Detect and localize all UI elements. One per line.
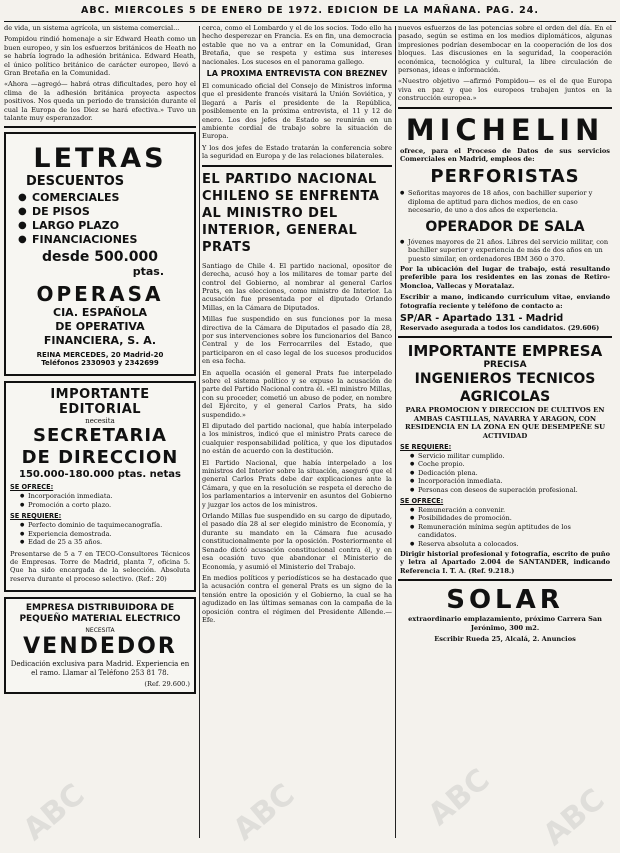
requirements-list bbox=[400, 238, 610, 263]
ad-list bbox=[16, 191, 184, 247]
list-item: ● Señoritas mayores de 18 años, con bachiller superior y diploma de aptitud para dichos medios, de en caso necesario, de uno a dos años de experiencia. bbox=[400, 189, 610, 214]
page-header: ABC. MIERCOLES 5 DE ENERO DE 1972. EDICION DE LA MAÑANA. PAG. 24. bbox=[81, 5, 539, 16]
article-text: El diputado del partido nacional, que había interpelado a los ministros, indicó que el ministro Prats carece de cualquier responsabilidad política, y que los diputados no están de acuerdo con la destitución. bbox=[202, 422, 392, 456]
ad-salary: 150.000-180.000 ptas. netas bbox=[18, 469, 182, 481]
ad-contact: Escribir Rueda 25, Alcalá, 2. Anuncios bbox=[434, 635, 576, 644]
ad-position: DE DIRECCION bbox=[21, 447, 179, 469]
ad-title: LETRAS bbox=[33, 143, 167, 175]
list-item: ● Remuneración mínima según aptitudes de los candidatos. bbox=[410, 523, 610, 540]
ad-needs: NECESITA bbox=[85, 627, 115, 635]
column-left bbox=[4, 24, 196, 699]
article-text: En medios políticos y periodísticos se ha destacado que la acusación contra el general Prats es un signo de la tensión entre la oposición y el Gobierno, la cual se ha agudizado en las últimas semanas con la campaña de la oposición contra el régimen del Presidente Allende.—Efe. bbox=[202, 573, 392, 624]
ad-title: IMPORTANTE EMPRESA bbox=[407, 342, 603, 361]
ad-title: IMPORTANTE EDITORIAL bbox=[50, 387, 150, 418]
article-text: Y los dos jefes de Estado tratarán la conferencia sobre la seguridad en Europa y de las relaciones bilaterales. bbox=[202, 143, 392, 161]
watermark: ABC bbox=[536, 782, 612, 853]
ad-position: INGENIEROS TECNICOS bbox=[414, 371, 596, 388]
requirements-list bbox=[20, 521, 190, 546]
article-text: de vida, un sistema agrícola, un sistema comercial... bbox=[4, 24, 180, 32]
section-rule bbox=[398, 336, 612, 338]
list-item: ● Jóvenes mayores de 21 años. Libres del servicio militar, con bachiller superior y experiencia de más de dos años en un puesto similar, en ordenadores IBM 360 o 370. bbox=[400, 238, 610, 263]
ad-solar bbox=[398, 585, 612, 643]
list-item: ● Reserva absoluta a colocados. bbox=[410, 540, 610, 548]
list-item: ● Posibilidades de promoción. bbox=[410, 514, 610, 522]
ad-title: PEQUEÑO MATERIAL ELECTRICO bbox=[19, 614, 181, 625]
list-item: ● Coche propio. bbox=[410, 460, 610, 468]
ad-company: FINANCIERA, S. A. bbox=[43, 334, 157, 348]
article-text: «Ahora —agregó— habrá otras dificultades, pero hoy el clima de la adhesión británica proyecta aspectos positivos. Nos queda un periodo de transición durante el cual la Europa de los Diez se hará efectiva.» Tuvo un talante muy esperanzador. bbox=[4, 80, 196, 123]
offer-list bbox=[410, 506, 610, 548]
ad-position: VENDEDOR bbox=[23, 634, 177, 660]
ad-company: CIA. ESPAÑOLA bbox=[53, 306, 147, 320]
ad-subtitle: DESCUENTOS bbox=[26, 174, 125, 190]
list-item: ● Incorporación inmediata. bbox=[410, 477, 610, 485]
ad-title: EMPRESA DISTRIBUIDORA DE bbox=[25, 603, 175, 614]
list-item: ● Dedicación plena. bbox=[410, 469, 610, 477]
article-text: nuevos esfuerzos de las potencias sobre el orden del día. En el pasado, según se estima en los medios diplomáticos, algunas impresiones podrían desembocar en la cooperación de los dos bloques. Las discusiones en la seguridad, la cooperación económica, tecnológica y cultural, la libre circulación de personas, ideas e información. bbox=[398, 24, 612, 75]
article-text: «Nuestro objetivo —afirmó Pompidou— es el de que Europa viva en paz y que los europeos trabajen juntos en la construcción europea.» bbox=[398, 77, 612, 103]
requirements-list bbox=[410, 452, 610, 494]
ad-note: Por la ubicación del lugar de trabajo, está resultando preferible para los residentes en las zonas de Retiro-Moncloa, Vallecas y Moratalaz. bbox=[400, 264, 610, 290]
article-text: Orlando Millas fue suspendido en su cargo de diputado, el pasado día 28 al ser elegido ministro de Economía, y durante su mandato en la Cámara fue acusado constitucionalmente por la oposición. Posteriormente el Senado dictó acusación constitucional contra él, y en esa ocasión tuvo que abandonar el Ministerio de Economía, y asumió el Ministerio del Trabajo. bbox=[202, 512, 392, 571]
article-text: cerca, como el Lombardo y el de los socios. Todo ello ha hecho desperezar en Francia. Es en fin, una democracia estable que no va a entrar en la Comunidad, Gran Bretaña, que se respeta y estima sus intereses nacionales. Los sucesos en el panorama gallego. bbox=[202, 24, 392, 66]
ad-position: OPERADOR DE SALA bbox=[425, 218, 585, 235]
ad-address: SP/AR - Apartado 131 - Madrid bbox=[400, 312, 564, 324]
article-text: En aquella ocasión el general Prats fue interpelado sobre el sistema político y se expuso la acusación de parte del Partido Nacional contra él. «El ministro Millas, con su proceder, cometió un abuso de poder, en nombre del Ejército, y el general Carlos Prats, ha sido suspendido.» bbox=[202, 368, 392, 419]
ad-brand: OPERASA bbox=[36, 282, 164, 307]
article-text: Santiago de Chile 4. El partido nacional, opositor de derecha, acusó hoy a los militares de tomar parte del control del Gobierno, al nombrar al general Carlos Prats, en las elecciones, como ministro de Interior. La acusación fue presentada por el diputado Orlando Millas, en la Cámara de Diputados. bbox=[202, 261, 392, 312]
requirements-label: SE REQUIERE: bbox=[400, 442, 452, 451]
list-item: ● Personas con deseos de superación profesional. bbox=[410, 486, 610, 494]
ad-position: PERFORISTAS bbox=[430, 166, 580, 188]
column-middle bbox=[202, 24, 392, 627]
list-item: ● Incorporación inmediata. bbox=[20, 492, 190, 500]
list-item: ● Servicio militar cumplido. bbox=[410, 452, 610, 460]
ad-letras bbox=[4, 132, 196, 376]
list-item: ● Remuneración a convenir. bbox=[410, 506, 610, 514]
ad-footer: Dirigir historial profesional y fotografía, escrito de puño y letra al Apartado 2.004 de SANTANDER, indicando Referencia I. T. A. (Ref. 9.218.) bbox=[400, 550, 610, 575]
list-item: ● LARGO PLAZO bbox=[16, 219, 184, 233]
ad-position: SECRETARIA bbox=[33, 425, 167, 447]
list-item: ● Perfecto dominio de taquimecanografía. bbox=[20, 521, 190, 529]
ad-position: AGRICOLAS bbox=[459, 389, 551, 406]
offer-label: SE OFRECE: bbox=[10, 483, 54, 492]
ad-description: PARA PROMOCION Y DIRECCION DE CULTIVOS EN AMBAS CASTILLAS, NAVARRA Y ARAGON, CON RESIDENCIA EN LA ZONA EN QUE DESEMPEÑE SU ACTIVIDAD bbox=[404, 406, 606, 440]
ad-title: SOLAR bbox=[446, 585, 564, 616]
ad-body: extraordinario emplazamiento, próximo Carrera San Jerónimo, 300 m2. bbox=[408, 615, 602, 632]
article-text: El comunicado oficial del Consejo de Ministros informa que el presidente francés visitará la Unión Soviética, y llegará a París el presidente de la República, posiblemente en la próxima entrevista, el 11 y 12 de enero. Los dos jefes de Estado se reunirán en un ambiente cordial de trabajo sobre la situación de Europa. bbox=[202, 82, 392, 141]
section-rule bbox=[202, 165, 392, 167]
section-rule bbox=[4, 126, 196, 128]
section-rule bbox=[398, 579, 612, 581]
list-item: ● Edad de 25 a 35 años. bbox=[20, 538, 190, 546]
requirements-label: SE REQUIERE: bbox=[10, 512, 62, 521]
subheading: LA PROXIMA ENTREVISTA CON BREZNEV bbox=[206, 69, 388, 79]
article-text: El Partido Nacional, que había interpelado a los ministros del Interior sobre la situación, aseguró que el general Carlos Prats debe dar explicaciones ante la Cámara, y que en la resolución se respeta el derecho de los parlamentarios a intervenir en asuntos del Gobierno y juzgar los actos de los ministros. bbox=[202, 458, 392, 509]
article-headline: EL PARTIDO NACIONAL CHILENO SE ENFRENTA AL MINISTRO DEL INTERIOR, GENERAL PRATS bbox=[202, 171, 380, 255]
ad-unit: ptas. bbox=[132, 265, 164, 279]
ad-vendedor bbox=[4, 597, 196, 694]
ad-note: Escribir a mano, indicando curriculum vitae, enviando fotografía reciente y teléfono de contacto a: bbox=[400, 293, 610, 310]
ad-needs: PRECISA bbox=[483, 360, 527, 371]
article-text: Millas fue suspendido en sus funciones por la mesa directiva de la Cámara de Diputados el pasado día 28, por sus intervenciones sobre los funcionarios del Banco Central y de los Ferrocarriles del Estado, que participaron en el caso legal de los sucesos producidos en esa fecha. bbox=[202, 315, 392, 366]
ad-ref: Reservado asegurada a todos los candidatos. (29.606) bbox=[400, 323, 600, 332]
ad-ref: (Ref. 29.600.) bbox=[144, 679, 190, 688]
ad-footer: Presentarse de 5 a 7 en TECO-Consultores Técnicos de Empresas. Torre de Madrid, planta 7, oficina 5. Que ha sido encargada de la selección. Absoluta reserva durante el proceso selectivo. (Ref.: 20) bbox=[10, 549, 190, 583]
section-rule bbox=[398, 107, 612, 109]
ad-needs: necesita bbox=[85, 417, 115, 426]
ad-michelin bbox=[398, 113, 612, 333]
header-rule bbox=[4, 21, 616, 22]
ad-subtitle: ofrece, para el Proceso de Datos de sus servicios Comerciales en Madrid, empleos de: bbox=[400, 146, 610, 164]
list-item: ● DE PISOS bbox=[16, 205, 184, 219]
ad-brand: MICHELIN bbox=[405, 112, 605, 147]
watermark: ABC bbox=[16, 777, 92, 848]
ad-address: REINA MERCEDES, 20 Madrid-20 bbox=[36, 351, 164, 360]
column-divider bbox=[395, 26, 396, 838]
list-item: ● FINANCIACIONES bbox=[16, 233, 184, 247]
requirements-list bbox=[400, 189, 610, 214]
offer-list bbox=[20, 492, 190, 509]
ad-agricolas bbox=[398, 342, 612, 575]
list-item: ● Experiencia demostrada. bbox=[20, 530, 190, 538]
article-text: Pompidou rindió homenaje a sir Edward Heath como un buen europeo, y sin los esfuerzos británicos de Heath no se habría logrado la adhesión británica. Edward Heath, el único político británico de carácter europeo, llevó a Gran Bretaña en la Comunidad. bbox=[4, 35, 196, 78]
list-item: ● Promoción a corto plazo. bbox=[20, 501, 190, 509]
watermark: ABC bbox=[226, 777, 302, 848]
watermark: ABC bbox=[421, 762, 497, 833]
ad-editorial bbox=[4, 381, 196, 592]
list-item: ● COMERCIALES bbox=[16, 191, 184, 205]
ad-body: Dedicación exclusiva para Madrid. Experiencia en el ramo. Llamar al Teléfono 253 81 78. bbox=[10, 660, 190, 677]
column-right bbox=[398, 24, 612, 646]
ad-phone: Teléfonos 2330903 y 2342699 bbox=[41, 359, 159, 368]
ad-company: DE OPERATIVA bbox=[55, 320, 145, 334]
offer-label: SE OFRECE: bbox=[400, 497, 444, 505]
column-divider bbox=[199, 26, 200, 838]
ad-amount: desde 500.000 bbox=[41, 249, 158, 266]
